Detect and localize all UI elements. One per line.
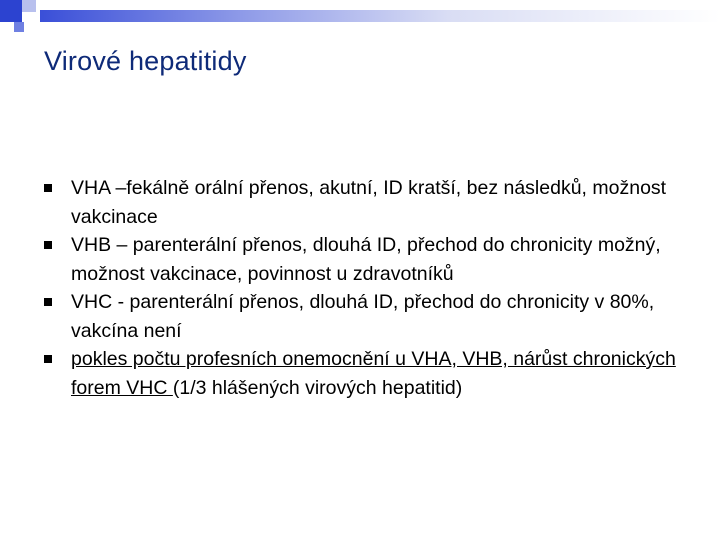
bullet-text: – parenterální přenos, dlouhá ID, přechod do chronicity možný, možnost vakcinace, povinnost u zdravotníků (71, 234, 661, 285)
bullet-text: - parenterální přenos, dlouhá ID, přechod do chronicity v 80%, vakcína není (71, 291, 655, 342)
corner-square-small (14, 22, 24, 32)
corner-square-large (0, 0, 22, 22)
slide-title: Virové hepatitidy (44, 46, 247, 76)
bullet-item-occupational (44, 345, 684, 402)
header-gradient-bar (40, 10, 720, 22)
bullet-item-vhc (44, 288, 684, 345)
bullet-label: VHB (71, 234, 112, 256)
bullet-item-vhb (44, 231, 684, 288)
bullet-text: (1/3 hlášených virových hepatitid) (172, 376, 463, 399)
corner-decoration (0, 0, 720, 40)
bullet-label: VHC (71, 291, 113, 313)
square-bullet-icon (44, 355, 52, 363)
bullet-underlined-text: pokles počtu profesních onemocnění u VHA, VHB, nárůst chronických forem VHC (71, 348, 676, 399)
bullet-label: VHA (71, 177, 111, 199)
square-bullet-icon (44, 241, 52, 249)
square-bullet-icon (44, 184, 52, 192)
corner-square-light (22, 0, 36, 12)
bullet-list (44, 174, 684, 402)
square-bullet-icon (44, 298, 52, 306)
bullet-text: –fekálně orální přenos, akutní, ID kratší, bez následků, možnost vakcinace (71, 177, 667, 228)
bullet-item-vha (44, 174, 684, 231)
